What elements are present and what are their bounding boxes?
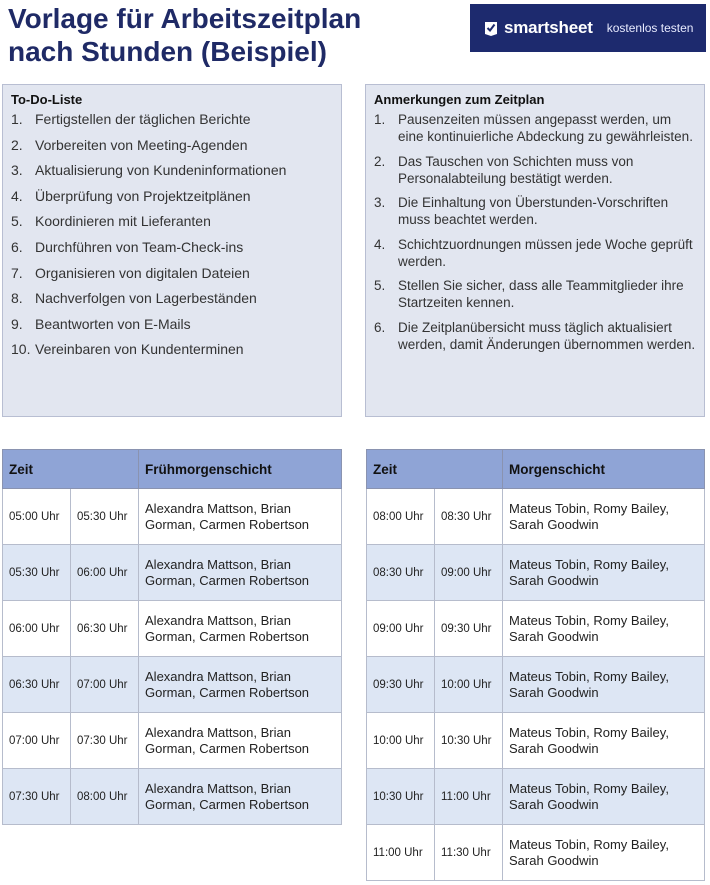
list-item-number: 6. xyxy=(374,319,386,335)
table-row xyxy=(367,825,705,881)
note-item xyxy=(374,194,696,228)
table-row xyxy=(3,769,342,825)
note-item xyxy=(374,153,696,187)
start-time-cell: 05:00 Uhr xyxy=(3,489,71,545)
shift-column-header: Frühmorgenschicht xyxy=(139,450,342,489)
start-time-cell: 10:00 Uhr xyxy=(367,713,435,769)
list-item-text: Das Tauschen von Schichten muss von Personalabteilung bestätigt werden. xyxy=(398,153,634,186)
staff-cell: Alexandra Mattson, Brian Gorman, Carmen Robertson xyxy=(139,769,342,825)
list-item-text: Aktualisierung von Kundeninformationen xyxy=(35,162,287,179)
todo-item xyxy=(11,265,333,291)
end-time-cell: 08:30 Uhr xyxy=(435,489,503,545)
list-item-number: 3. xyxy=(11,162,23,179)
table-row xyxy=(367,489,705,545)
staff-cell: Mateus Tobin, Romy Bailey, Sarah Goodwin xyxy=(503,657,705,713)
start-time-cell: 08:30 Uhr xyxy=(367,545,435,601)
list-item-number: 2. xyxy=(11,136,23,153)
list-item-text: Nachverfolgen von Lagerbeständen xyxy=(35,290,257,307)
table-row xyxy=(367,657,705,713)
staff-cell: Mateus Tobin, Romy Bailey, Sarah Goodwin xyxy=(503,489,705,545)
smartsheet-logo-icon xyxy=(484,20,498,36)
staff-cell: Alexandra Mattson, Brian Gorman, Carmen Robertson xyxy=(139,713,342,769)
brand-name: smartsheet xyxy=(504,18,593,37)
list-item-number: 5. xyxy=(374,278,386,293)
staff-cell: Alexandra Mattson, Brian Gorman, Carmen Robertson xyxy=(139,489,342,545)
end-time-cell: 07:30 Uhr xyxy=(71,713,139,769)
start-time-cell: 05:30 Uhr xyxy=(3,545,71,601)
todo-heading: To-Do-Liste xyxy=(11,92,83,107)
table-row xyxy=(367,545,705,601)
table-row xyxy=(3,545,342,601)
smartsheet-trial-banner[interactable] xyxy=(470,4,706,52)
end-time-cell: 10:00 Uhr xyxy=(435,657,503,713)
todo-list xyxy=(11,111,333,367)
todo-item xyxy=(11,162,333,188)
list-item-text: Koordinieren mit Lieferanten xyxy=(35,213,211,230)
list-item-text: Vereinbaren von Kundenterminen xyxy=(35,341,244,358)
list-item-number: 10. xyxy=(11,341,31,358)
end-time-cell: 05:30 Uhr xyxy=(71,489,139,545)
list-item-number: 9. xyxy=(11,315,23,332)
notes-heading: Anmerkungen zum Zeitplan xyxy=(374,92,545,107)
notes-list xyxy=(374,111,696,353)
todo-panel xyxy=(2,84,342,417)
free-trial-link[interactable]: kostenlos testen xyxy=(606,21,694,35)
start-time-cell: 07:30 Uhr xyxy=(3,769,71,825)
list-item-text: Die Zeitplanübersicht muss täglich aktualisiert werden, damit Änderungen übernommen werden. xyxy=(398,319,696,352)
end-time-cell: 06:00 Uhr xyxy=(71,545,139,601)
end-time-cell: 07:00 Uhr xyxy=(71,657,139,713)
end-time-cell: 10:30 Uhr xyxy=(435,713,503,769)
staff-cell: Alexandra Mattson, Brian Gorman, Carmen Robertson xyxy=(139,601,342,657)
staff-cell: Mateus Tobin, Romy Bailey, Sarah Goodwin xyxy=(503,769,705,825)
title-line-1: Vorlage für Arbeitszeitplan xyxy=(8,3,362,34)
end-time-cell: 11:30 Uhr xyxy=(435,825,503,881)
todo-item xyxy=(11,239,333,265)
end-time-cell: 09:00 Uhr xyxy=(435,545,503,601)
page-title xyxy=(8,2,448,68)
todo-item xyxy=(11,341,333,367)
title-line-2: nach Stunden (Beispiel) xyxy=(8,36,327,67)
note-item xyxy=(374,277,696,311)
list-item-text: Pausenzeiten müssen angepasst werden, um eine kontinuierliche Abdeckung zu gewährleisten. xyxy=(398,112,693,144)
list-item-text: Die Einhaltung von Überstunden-Vorschriften muss beachtet werden. xyxy=(398,195,669,227)
end-time-cell: 06:30 Uhr xyxy=(71,601,139,657)
note-item xyxy=(374,319,696,353)
start-time-cell: 08:00 Uhr xyxy=(367,489,435,545)
todo-item xyxy=(11,188,333,214)
staff-cell: Mateus Tobin, Romy Bailey, Sarah Goodwin xyxy=(503,825,705,881)
list-item-number: 7. xyxy=(11,264,23,281)
early-shift-table xyxy=(2,449,342,825)
end-time-cell: 08:00 Uhr xyxy=(71,769,139,825)
start-time-cell: 09:00 Uhr xyxy=(367,601,435,657)
table-row xyxy=(367,769,705,825)
list-item-number: 4. xyxy=(374,236,386,252)
todo-item xyxy=(11,316,333,342)
staff-cell: Mateus Tobin, Romy Bailey, Sarah Goodwin xyxy=(503,545,705,601)
list-item-text: Beantworten von E-Mails xyxy=(35,315,191,332)
note-item xyxy=(374,236,696,270)
start-time-cell: 09:30 Uhr xyxy=(367,657,435,713)
table-row xyxy=(367,713,705,769)
table-row xyxy=(3,713,342,769)
staff-cell: Mateus Tobin, Romy Bailey, Sarah Goodwin xyxy=(503,601,705,657)
end-time-cell: 11:00 Uhr xyxy=(435,769,503,825)
list-item-text: Organisieren von digitalen Dateien xyxy=(35,264,250,281)
list-item-text: Vorbereiten von Meeting-Agenden xyxy=(35,136,248,153)
todo-item xyxy=(11,213,333,239)
list-item-number: 2. xyxy=(374,153,386,169)
staff-cell: Alexandra Mattson, Brian Gorman, Carmen Robertson xyxy=(139,545,342,601)
start-time-cell: 10:30 Uhr xyxy=(367,769,435,825)
list-item-text: Fertigstellen der täglichen Berichte xyxy=(35,111,251,127)
table-row xyxy=(3,601,342,657)
end-time-cell: 09:30 Uhr xyxy=(435,601,503,657)
list-item-number: 6. xyxy=(11,238,23,255)
shift-column-header: Morgenschicht xyxy=(503,450,705,489)
list-item-text: Schichtzuordnungen müssen jede Woche geprüft werden. xyxy=(398,236,693,269)
staff-cell: Alexandra Mattson, Brian Gorman, Carmen Robertson xyxy=(139,657,342,713)
todo-item xyxy=(11,111,333,137)
start-time-cell: 07:00 Uhr xyxy=(3,713,71,769)
todo-item xyxy=(11,137,333,163)
staff-cell: Mateus Tobin, Romy Bailey, Sarah Goodwin xyxy=(503,713,705,769)
table-row xyxy=(367,601,705,657)
time-column-header: Zeit xyxy=(367,450,503,489)
morning-shift-table xyxy=(366,449,705,881)
list-item-number: 4. xyxy=(11,187,23,204)
table-row xyxy=(3,657,342,713)
table-row xyxy=(3,489,342,545)
list-item-number: 8. xyxy=(11,290,23,307)
notes-panel xyxy=(365,84,705,417)
list-item-text: Stellen Sie sicher, dass alle Teammitglieder ihre Startzeiten kennen. xyxy=(398,278,684,310)
list-item-number: 1. xyxy=(374,112,386,127)
list-item-text: Durchführen von Team-Check-ins xyxy=(35,238,244,255)
list-item-number: 5. xyxy=(11,213,23,230)
note-item xyxy=(374,111,696,145)
start-time-cell: 06:30 Uhr xyxy=(3,657,71,713)
time-column-header: Zeit xyxy=(3,450,139,489)
start-time-cell: 06:00 Uhr xyxy=(3,601,71,657)
list-item-number: 1. xyxy=(11,111,23,127)
list-item-number: 3. xyxy=(374,195,386,210)
todo-item xyxy=(11,290,333,316)
list-item-text: Überprüfung von Projektzeitplänen xyxy=(35,187,251,204)
start-time-cell: 11:00 Uhr xyxy=(367,825,435,881)
